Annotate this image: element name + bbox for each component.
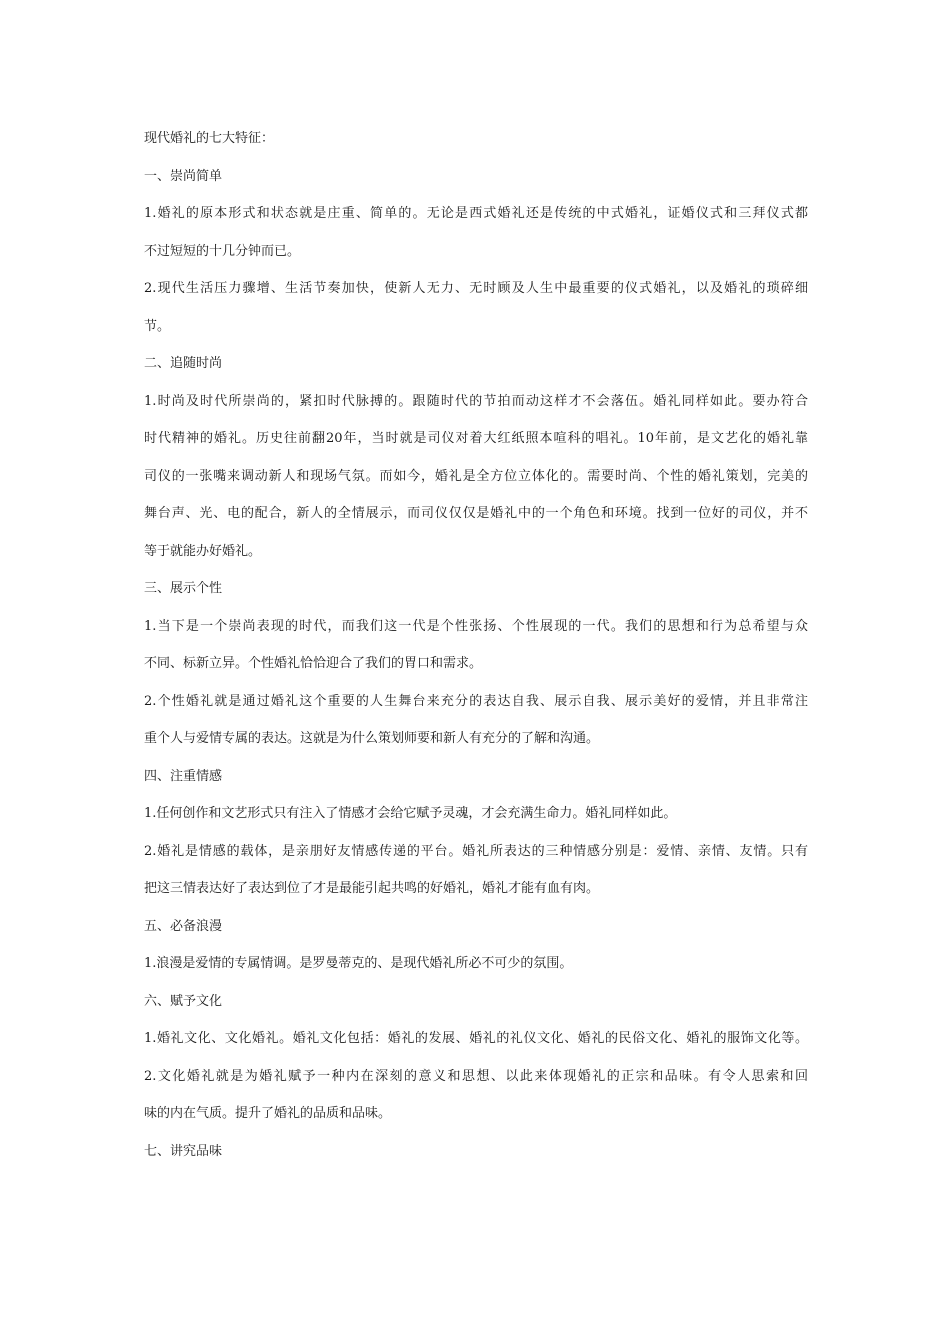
text-line: 节。 [144,318,171,334]
text-line: 时代精神的婚礼。历史往前翻20年，当时就是司仪对着大红纸照本喧科的唱礼。10年前，是文艺化的婚礼靠 [144,431,808,446]
text-line: 味的内在气质。提升了婚礼的品质和品味。 [144,1106,392,1121]
text-line: 四、注重情感 [144,768,223,784]
text-line: 2.婚礼是情感的载体，是亲朋好友情感传递的平台。婚礼所表达的三种情感分别是：爱情、亲情、友情。只有 [144,843,808,859]
text-line: 1.婚礼的原本形式和状态就是庄重、简单的。无论是西式婚礼还是传统的中式婚礼，证婚仪式和三拜仪式都 [144,206,808,221]
text-line: 1.当下是一个崇尚表现的时代，而我们这一代是个性张扬、个性展现的一代。我们的思想和行为总希望与众 [144,618,808,634]
text-line: 2.现代生活压力骤增、生活节奏加快，使新人无力、无时顾及人生中最重要的仪式婚礼，以及婚礼的琐碎细 [144,281,808,296]
document-body [144,120,808,1170]
text-line: 1.时尚及时代所崇尚的，紧扣时代脉搏的。跟随时代的节拍而动这样才不会落伍。婚礼同样如此。要办符合 [144,393,808,409]
text-line: 1.婚礼文化、文化婚礼。婚礼文化包括：婚礼的发展、婚礼的礼仪文化、婚礼的民俗文化、婚礼的服饰文化等。 [144,1031,808,1046]
text-line: 1.任何创作和文艺形式只有注入了情感才会给它赋予灵魂，才会充满生命力。婚礼同样如此。 [144,806,677,821]
text-line: 舞台声、光、电的配合，新人的全情展示，而司仪仅仅是婚礼中的一个角色和环境。找到一位好的司仪，并不 [144,506,808,521]
text-line: 等于就能办好婚礼。 [144,543,262,559]
text-line: 三、展示个性 [144,581,223,596]
text-line: 五、必备浪漫 [144,918,223,934]
text-line: 2.个性婚礼就是通过婚礼这个重要的人生舞台来充分的表达自我、展示自我、展示美好的爱情，并且非常注 [144,693,808,709]
text-line: 把这三情表达好了表达到位了才是最能引起共鸣的好婚礼，婚礼才能有血有肉。 [144,881,600,896]
text-line: 六、赋予文化 [144,993,223,1009]
text-line: 七、讲究品味 [144,1143,223,1159]
text-line: 司仪的一张嘴来调动新人和现场气氛。而如今，婚礼是全方位立体化的。需要时尚、个性的婚礼策划，完美的 [144,468,808,484]
text-line: 不同、标新立异。个性婚礼恰恰迎合了我们的胃口和需求。 [144,656,483,671]
text-line: 2.文化婚礼就是为婚礼赋予一种内在深刻的意义和思想、以此来体现婚礼的正宗和品味。有令人思索和回 [144,1068,808,1084]
text-line: 一、崇尚简单 [144,168,223,184]
text-line: 1.浪漫是爱情的专属情调。是罗曼蒂克的、是现代婚礼所必不可少的氛围。 [144,956,573,971]
text-line: 重个人与爱情专属的表达。这就是为什么策划师要和新人有充分的了解和沟通。 [144,731,600,746]
text-line: 二、追随时尚 [144,356,223,371]
text-line: 不过短短的十几分钟而已。 [144,243,301,259]
text-line: 现代婚礼的七大特征： [144,131,275,146]
